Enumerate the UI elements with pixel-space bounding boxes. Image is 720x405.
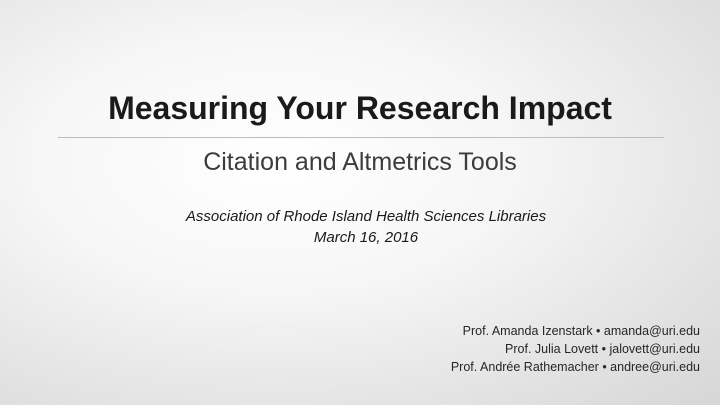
author-line: Prof. Andrée Rathemacher • andree@uri.edu [450,360,700,374]
author-line: Prof. Julia Lovett • jalovett@uri.edu [505,342,700,356]
title-divider [58,137,664,138]
presentation-date: March 16, 2016 [313,229,419,246]
organization-name: Association of Rhode Island Health Sciences Libraries [185,208,547,225]
event-info [0,206,720,248]
slide-title: Measuring Your Research Impact [108,90,612,126]
author-list [451,322,700,376]
slide-subtitle: Citation and Altmetrics Tools [203,148,517,176]
author-line: Prof. Amanda Izenstark • amanda@uri.edu [462,324,700,338]
